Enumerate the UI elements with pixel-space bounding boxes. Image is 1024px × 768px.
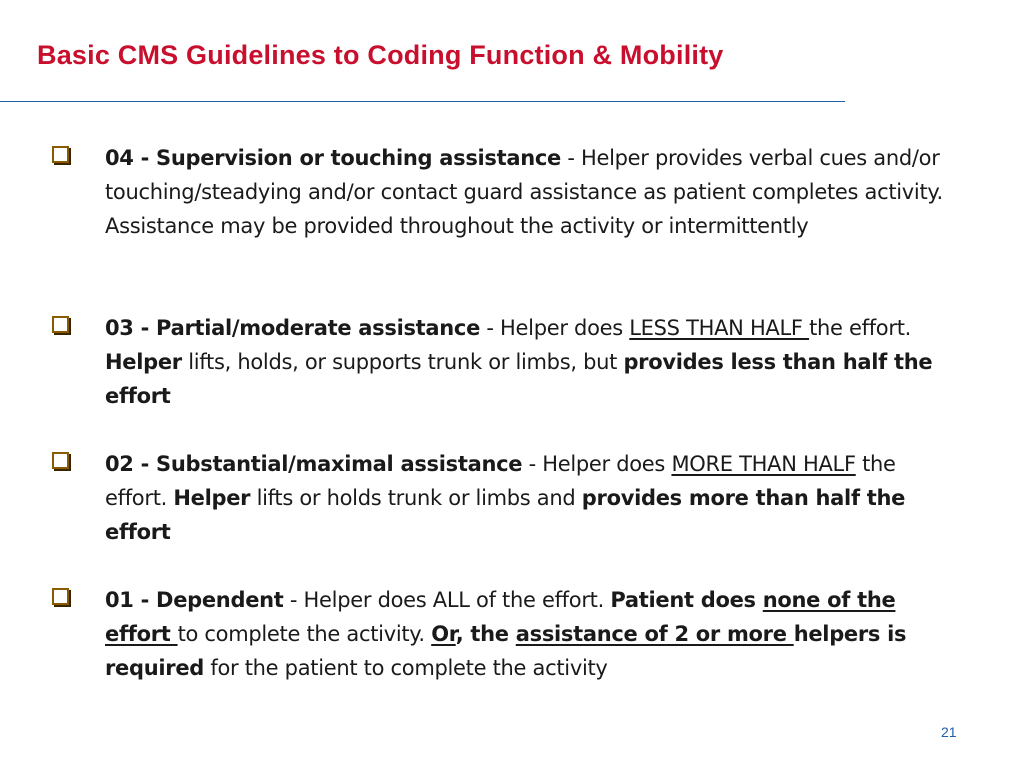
page-number: 21 xyxy=(941,724,957,740)
guideline-text xyxy=(105,311,950,413)
guideline-text xyxy=(105,141,950,243)
guideline-description: to complete the activity. xyxy=(177,622,432,646)
checkbox-icon xyxy=(52,452,69,469)
guideline-description: - Helper does xyxy=(522,452,672,476)
guideline-description: - Helper provides verbal cues and/or touching/steadying and/or contact guard assistance as patient completes activity. Assistance may be provided throughout the activity or intermittently xyxy=(105,146,943,238)
guideline-description: the effort. xyxy=(105,452,896,510)
slide-title: Basic CMS Guidelines to Coding Function & Mobility xyxy=(37,40,724,70)
guideline-description: - Helper does ALL of the effort. xyxy=(283,588,611,612)
title-divider xyxy=(0,101,845,102)
guideline-emphasis: Helper xyxy=(105,350,182,374)
guideline-emphasis: helpers is required xyxy=(105,622,907,680)
guideline-emphasis: provides more than half the effort xyxy=(105,486,906,544)
guideline-emphasis: Patient does xyxy=(610,588,763,612)
guideline-emphasis: assistance of 2 or more xyxy=(515,622,794,646)
guideline-text xyxy=(105,447,950,549)
guideline-emphasis: Helper xyxy=(173,486,251,510)
guideline-emphasis: provides less than half the effort xyxy=(105,350,933,408)
guideline-description: lifts, holds, or supports trunk or limbs, but xyxy=(181,350,624,374)
guideline-code-label: 01 - Dependent xyxy=(105,588,284,612)
guideline-description: the effort. xyxy=(809,316,911,340)
guideline-emphasis: Or xyxy=(431,622,456,646)
guideline-code-label: 02 - Substantial/maximal assistance xyxy=(105,452,523,476)
guideline-emphasis: none of the effort xyxy=(105,588,896,646)
checkbox-icon xyxy=(52,588,69,605)
checkbox-icon xyxy=(52,146,69,163)
guideline-code-label: 03 - Partial/moderate assistance xyxy=(105,316,481,340)
guideline-emphasis: LESS THAN HALF xyxy=(629,316,810,340)
guideline-emphasis: MORE THAN HALF xyxy=(671,452,856,476)
guideline-description: for the patient to complete the activity xyxy=(204,656,608,680)
guideline-text xyxy=(105,583,950,685)
guideline-description: lifts or holds trunk or limbs and xyxy=(250,486,582,510)
checkbox-icon xyxy=(52,316,69,333)
guideline-description: - Helper does xyxy=(480,316,630,340)
guideline-emphasis: , the xyxy=(455,622,516,646)
guideline-code-label: 04 - Supervision or touching assistance xyxy=(105,146,561,170)
